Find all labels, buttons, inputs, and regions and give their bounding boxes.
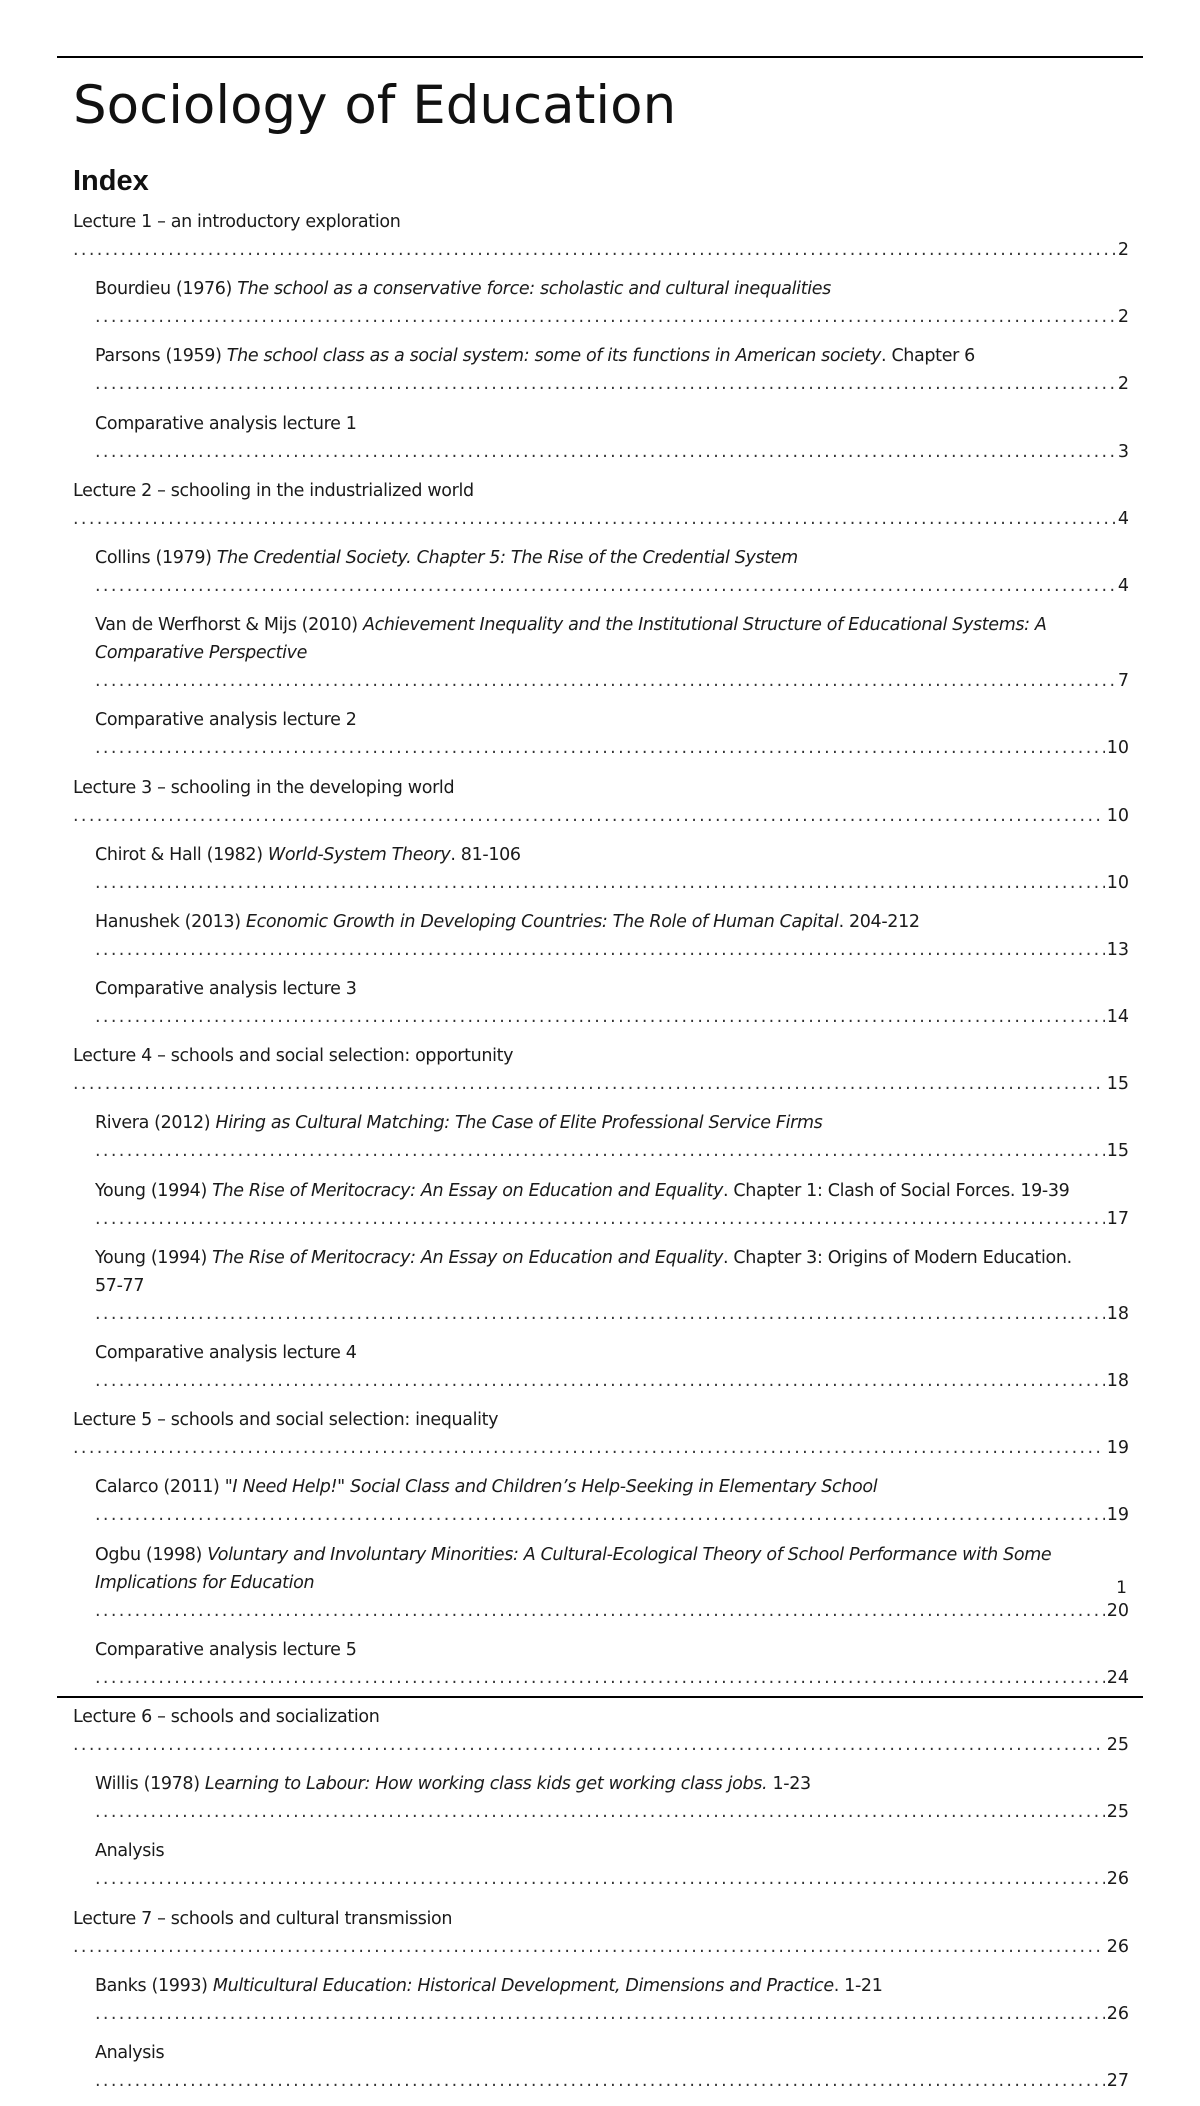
toc-page-number: 25 bbox=[1105, 1798, 1129, 1826]
toc-entry-title: The Rise of Meritocracy: An Essay on Education and Equality bbox=[212, 1247, 723, 1268]
toc-page-number: 7 bbox=[1116, 667, 1129, 695]
toc-entry-line bbox=[95, 342, 1129, 398]
toc-reading-entry[interactable] bbox=[73, 1473, 1129, 1529]
toc-entry-author: Analysis bbox=[95, 1841, 165, 1862]
toc-page-number: 2 bbox=[1116, 303, 1129, 331]
toc-entry-suffix: . 1-21 bbox=[833, 1975, 883, 1996]
toc-reading-entry[interactable] bbox=[73, 1177, 1129, 1233]
toc-page-number: 26 bbox=[1105, 2000, 1129, 2028]
toc-entry-author: Comparative analysis lecture 2 bbox=[95, 710, 357, 731]
toc-entry-line bbox=[95, 1636, 1129, 1692]
toc-page-number: 24 bbox=[1105, 1664, 1129, 1692]
toc-entry-text bbox=[95, 615, 1129, 691]
toc-entry-title: Multicultural Education: Historical Development, Dimensions and Practice bbox=[212, 1975, 834, 1996]
toc-entry-title: Voluntary and Involuntary Minorities: A Cultural-Ecological Theory of School Performance with Some Implications for Education bbox=[95, 1544, 1052, 1593]
toc-page-number: 4 bbox=[1116, 505, 1129, 533]
toc-entry-author: Lecture 7 – schools and cultural transmission bbox=[73, 1908, 453, 1929]
toc-entry-line bbox=[95, 2039, 1129, 2095]
toc-entry-line bbox=[95, 1770, 1129, 1826]
toc-entry-text bbox=[95, 1841, 1129, 1889]
toc-page-number: 27 bbox=[1105, 2067, 1129, 2095]
toc-page-number: 19 bbox=[1105, 1501, 1129, 1529]
toc-entry-suffix: 1-23 bbox=[767, 1774, 811, 1795]
toc-page-number: 14 bbox=[1105, 1003, 1129, 1031]
toc-entry-title: The Rise of Meritocracy: An Essay on Education and Equality bbox=[212, 1180, 723, 1201]
table-of-contents bbox=[73, 208, 1129, 2106]
footer-rule bbox=[57, 1696, 1143, 1698]
page-number: 1 bbox=[1116, 1578, 1127, 1598]
toc-entry-text bbox=[95, 1477, 1129, 1525]
toc-entry-line bbox=[95, 1177, 1129, 1233]
toc-entry-title: Economic Growth in Developing Countries: The Role of Human Capital bbox=[245, 911, 839, 932]
toc-entry-title: Achievement Inequality and the Institutional Structure of Educational Systems: A Comparative Perspective bbox=[95, 615, 1047, 664]
toc-reading-entry[interactable] bbox=[73, 342, 1129, 398]
toc-page-number: 15 bbox=[1105, 1137, 1129, 1165]
toc-page-number: 4 bbox=[1116, 572, 1129, 600]
toc-entry-author: Young (1994) bbox=[95, 1247, 213, 1268]
toc-entry-title: "I Need Help!" Social Class and Children’s Help-Seeking in Elementary School bbox=[224, 1477, 878, 1498]
toc-page-number: 18 bbox=[1105, 1367, 1129, 1395]
toc-entry-author: Comparative analysis lecture 5 bbox=[95, 1639, 357, 1660]
toc-entry-title: The school class as a social system: some of its functions in American society bbox=[226, 346, 882, 367]
toc-entry-text bbox=[95, 1181, 1129, 1229]
toc-entry-line bbox=[95, 841, 1129, 897]
index-heading: Index bbox=[73, 165, 149, 197]
toc-entry-author: Lecture 6 – schools and socialization bbox=[73, 1706, 380, 1727]
toc-page-number: 3 bbox=[1116, 438, 1129, 466]
toc-entry-author: Banks (1993) bbox=[95, 1975, 213, 1996]
toc-entry-author: Comparative analysis lecture 4 bbox=[95, 1343, 357, 1363]
toc-reading-entry[interactable] bbox=[73, 841, 1129, 897]
toc-entry-line bbox=[95, 908, 1129, 964]
toc-entry-author: Lecture 5 – schools and social selection: inequality bbox=[73, 1410, 499, 1431]
toc-entry-line bbox=[73, 1703, 1129, 1759]
toc-reading-entry[interactable] bbox=[73, 611, 1129, 695]
toc-entry-line bbox=[73, 1905, 1129, 1961]
toc-entry-author: Hanushek (2013) bbox=[95, 911, 246, 932]
toc-entry-author: Lecture 1 – an introductory exploration bbox=[73, 212, 401, 232]
toc-entry-author: Comparative analysis lecture 1 bbox=[95, 413, 357, 434]
toc-entry-author: Comparative analysis lecture 3 bbox=[95, 979, 357, 1000]
toc-lecture-entry[interactable] bbox=[73, 477, 1129, 533]
toc-entry-suffix: . Chapter 1: Clash of Social Forces. 19-39 bbox=[723, 1180, 1070, 1201]
toc-reading-entry[interactable] bbox=[73, 908, 1129, 964]
toc-reading-entry[interactable] bbox=[73, 1244, 1129, 1328]
toc-entry-title: The Credential Society. Chapter 5: The Rise of the Credential System bbox=[216, 547, 798, 568]
toc-lecture-entry[interactable] bbox=[73, 208, 1129, 264]
toc-entry-author: Collins (1979) bbox=[95, 547, 217, 568]
toc-entry-text bbox=[73, 481, 1129, 529]
toc-entry-text bbox=[95, 279, 1129, 327]
toc-lecture-entry[interactable] bbox=[73, 1042, 1129, 1098]
toc-entry-title: Hiring as Cultural Matching: The Case of Elite Professional Service Firms bbox=[215, 1113, 823, 1134]
toc-lecture-entry[interactable] bbox=[73, 1406, 1129, 1462]
toc-reading-entry[interactable] bbox=[73, 1541, 1129, 1625]
toc-page-number: 10 bbox=[1105, 734, 1129, 762]
toc-reading-entry[interactable] bbox=[73, 544, 1129, 600]
toc-page-number: 17 bbox=[1105, 1205, 1129, 1233]
toc-entry-author: Bourdieu (1976) bbox=[95, 279, 238, 300]
toc-page-number: 20 bbox=[1105, 1597, 1129, 1625]
toc-lecture-entry[interactable] bbox=[73, 774, 1129, 830]
toc-entry-line bbox=[95, 1109, 1129, 1165]
toc-entry-line bbox=[95, 611, 1129, 695]
toc-entry-author: Lecture 3 – schooling in the developing world bbox=[73, 777, 455, 798]
toc-entry-text bbox=[95, 912, 1129, 960]
toc-reading-entry[interactable] bbox=[73, 2039, 1129, 2095]
toc-entry-author: Young (1994) bbox=[95, 1180, 213, 1201]
toc-entry-line bbox=[73, 208, 1129, 264]
toc-page-number: 2 bbox=[1116, 370, 1129, 398]
toc-entry-text bbox=[95, 346, 1129, 394]
toc-entry-text bbox=[73, 1707, 1129, 1755]
toc-entry-author: Analysis bbox=[95, 2042, 165, 2063]
toc-entry-text bbox=[95, 1343, 1129, 1391]
toc-entry-line bbox=[73, 1042, 1129, 1098]
toc-entry-text bbox=[73, 778, 1129, 826]
toc-entry-text bbox=[95, 1248, 1129, 1324]
toc-entry-text bbox=[95, 845, 1129, 893]
toc-entry-text bbox=[95, 710, 1129, 758]
toc-entry-author: Ogbu (1998) bbox=[95, 1544, 208, 1565]
toc-entry-line bbox=[95, 706, 1129, 762]
toc-entry-line bbox=[95, 1541, 1129, 1625]
header-rule bbox=[57, 56, 1143, 58]
toc-entry-text bbox=[95, 979, 1129, 1027]
toc-entry-line bbox=[73, 1406, 1129, 1462]
toc-entry-text bbox=[95, 2043, 1129, 2091]
toc-entry-line bbox=[73, 774, 1129, 830]
toc-entry-text bbox=[95, 1976, 1129, 2024]
toc-entry-author: Willis (1978) bbox=[95, 1774, 205, 1795]
toc-entry-author: Lecture 2 – schooling in the industrialized world bbox=[73, 480, 474, 501]
toc-entry-author: Lecture 4 – schools and social selection: opportunity bbox=[73, 1046, 514, 1067]
toc-page-number: 19 bbox=[1105, 1434, 1129, 1462]
toc-entry-author: Parsons (1959) bbox=[95, 346, 227, 367]
toc-page-number: 10 bbox=[1105, 869, 1129, 897]
toc-page-number: 15 bbox=[1105, 1070, 1129, 1098]
toc-entry-text bbox=[95, 414, 1129, 462]
toc-page-number: 26 bbox=[1105, 1865, 1129, 1893]
toc-reading-entry[interactable] bbox=[73, 410, 1129, 466]
toc-entry-text bbox=[95, 548, 1129, 596]
toc-entry-author: Rivera (2012) bbox=[95, 1113, 216, 1134]
toc-reading-entry[interactable] bbox=[73, 706, 1129, 762]
toc-entry-text bbox=[95, 1545, 1129, 1621]
toc-entry-line bbox=[95, 1972, 1129, 2028]
toc-lecture-entry[interactable] bbox=[73, 1703, 1129, 1759]
toc-reading-entry[interactable] bbox=[73, 1972, 1129, 2028]
toc-page-number: 13 bbox=[1105, 936, 1129, 964]
toc-reading-entry[interactable] bbox=[73, 1636, 1129, 1692]
toc-reading-entry[interactable] bbox=[73, 1837, 1129, 1893]
toc-reading-entry[interactable] bbox=[73, 975, 1129, 1031]
toc-entry-line bbox=[73, 477, 1129, 533]
toc-entry-author: Van de Werfhorst & Mijs (2010) bbox=[95, 615, 363, 636]
toc-entry-line bbox=[95, 410, 1129, 466]
toc-page-number: 10 bbox=[1105, 802, 1129, 830]
toc-reading-entry[interactable] bbox=[73, 1770, 1129, 1826]
toc-entry-suffix: . 204-212 bbox=[838, 911, 920, 932]
toc-entry-title: World-System Theory bbox=[267, 844, 451, 865]
toc-page-number: 26 bbox=[1105, 1933, 1129, 1961]
toc-entry-title: Learning to Labour: How working class kids get working class jobs. bbox=[204, 1774, 768, 1795]
toc-entry-line bbox=[95, 975, 1129, 1031]
toc-entry-suffix: . Chapter 6 bbox=[881, 346, 975, 367]
toc-entry-author: Chirot & Hall (1982) bbox=[95, 844, 268, 865]
toc-entry-line bbox=[95, 1244, 1129, 1328]
toc-entry-text bbox=[95, 1774, 1129, 1822]
toc-page-number: 25 bbox=[1105, 1731, 1129, 1759]
toc-entry-line bbox=[95, 1339, 1129, 1395]
toc-entry-author: Calarco (2011) bbox=[95, 1477, 225, 1498]
toc-entry-text bbox=[73, 212, 1129, 260]
toc-lecture-entry[interactable] bbox=[73, 1905, 1129, 1961]
toc-reading-entry[interactable] bbox=[73, 275, 1129, 331]
toc-entry-text bbox=[95, 1113, 1129, 1161]
toc-entry-suffix: . 81-106 bbox=[450, 844, 521, 865]
toc-entry-line bbox=[95, 1473, 1129, 1529]
toc-page-number: 2 bbox=[1116, 236, 1129, 264]
toc-entry-line bbox=[95, 275, 1129, 331]
toc-entry-text bbox=[95, 1640, 1129, 1688]
toc-entry-text bbox=[73, 1410, 1129, 1458]
toc-page-number: 18 bbox=[1105, 1300, 1129, 1328]
toc-entry-text bbox=[73, 1909, 1129, 1957]
toc-reading-entry[interactable] bbox=[73, 1339, 1129, 1395]
toc-entry-suffix: . Chapter 3: Origins of Modern Education. 57-77 bbox=[95, 1247, 1072, 1296]
toc-entry-text bbox=[73, 1046, 1129, 1094]
toc-entry-title: The school as a conservative force: scholastic and cultural inequalities bbox=[237, 279, 831, 300]
toc-reading-entry[interactable] bbox=[73, 1109, 1129, 1165]
toc-entry-line bbox=[95, 544, 1129, 600]
toc-entry-line bbox=[95, 1837, 1129, 1893]
document-title: Sociology of Education bbox=[73, 75, 677, 136]
